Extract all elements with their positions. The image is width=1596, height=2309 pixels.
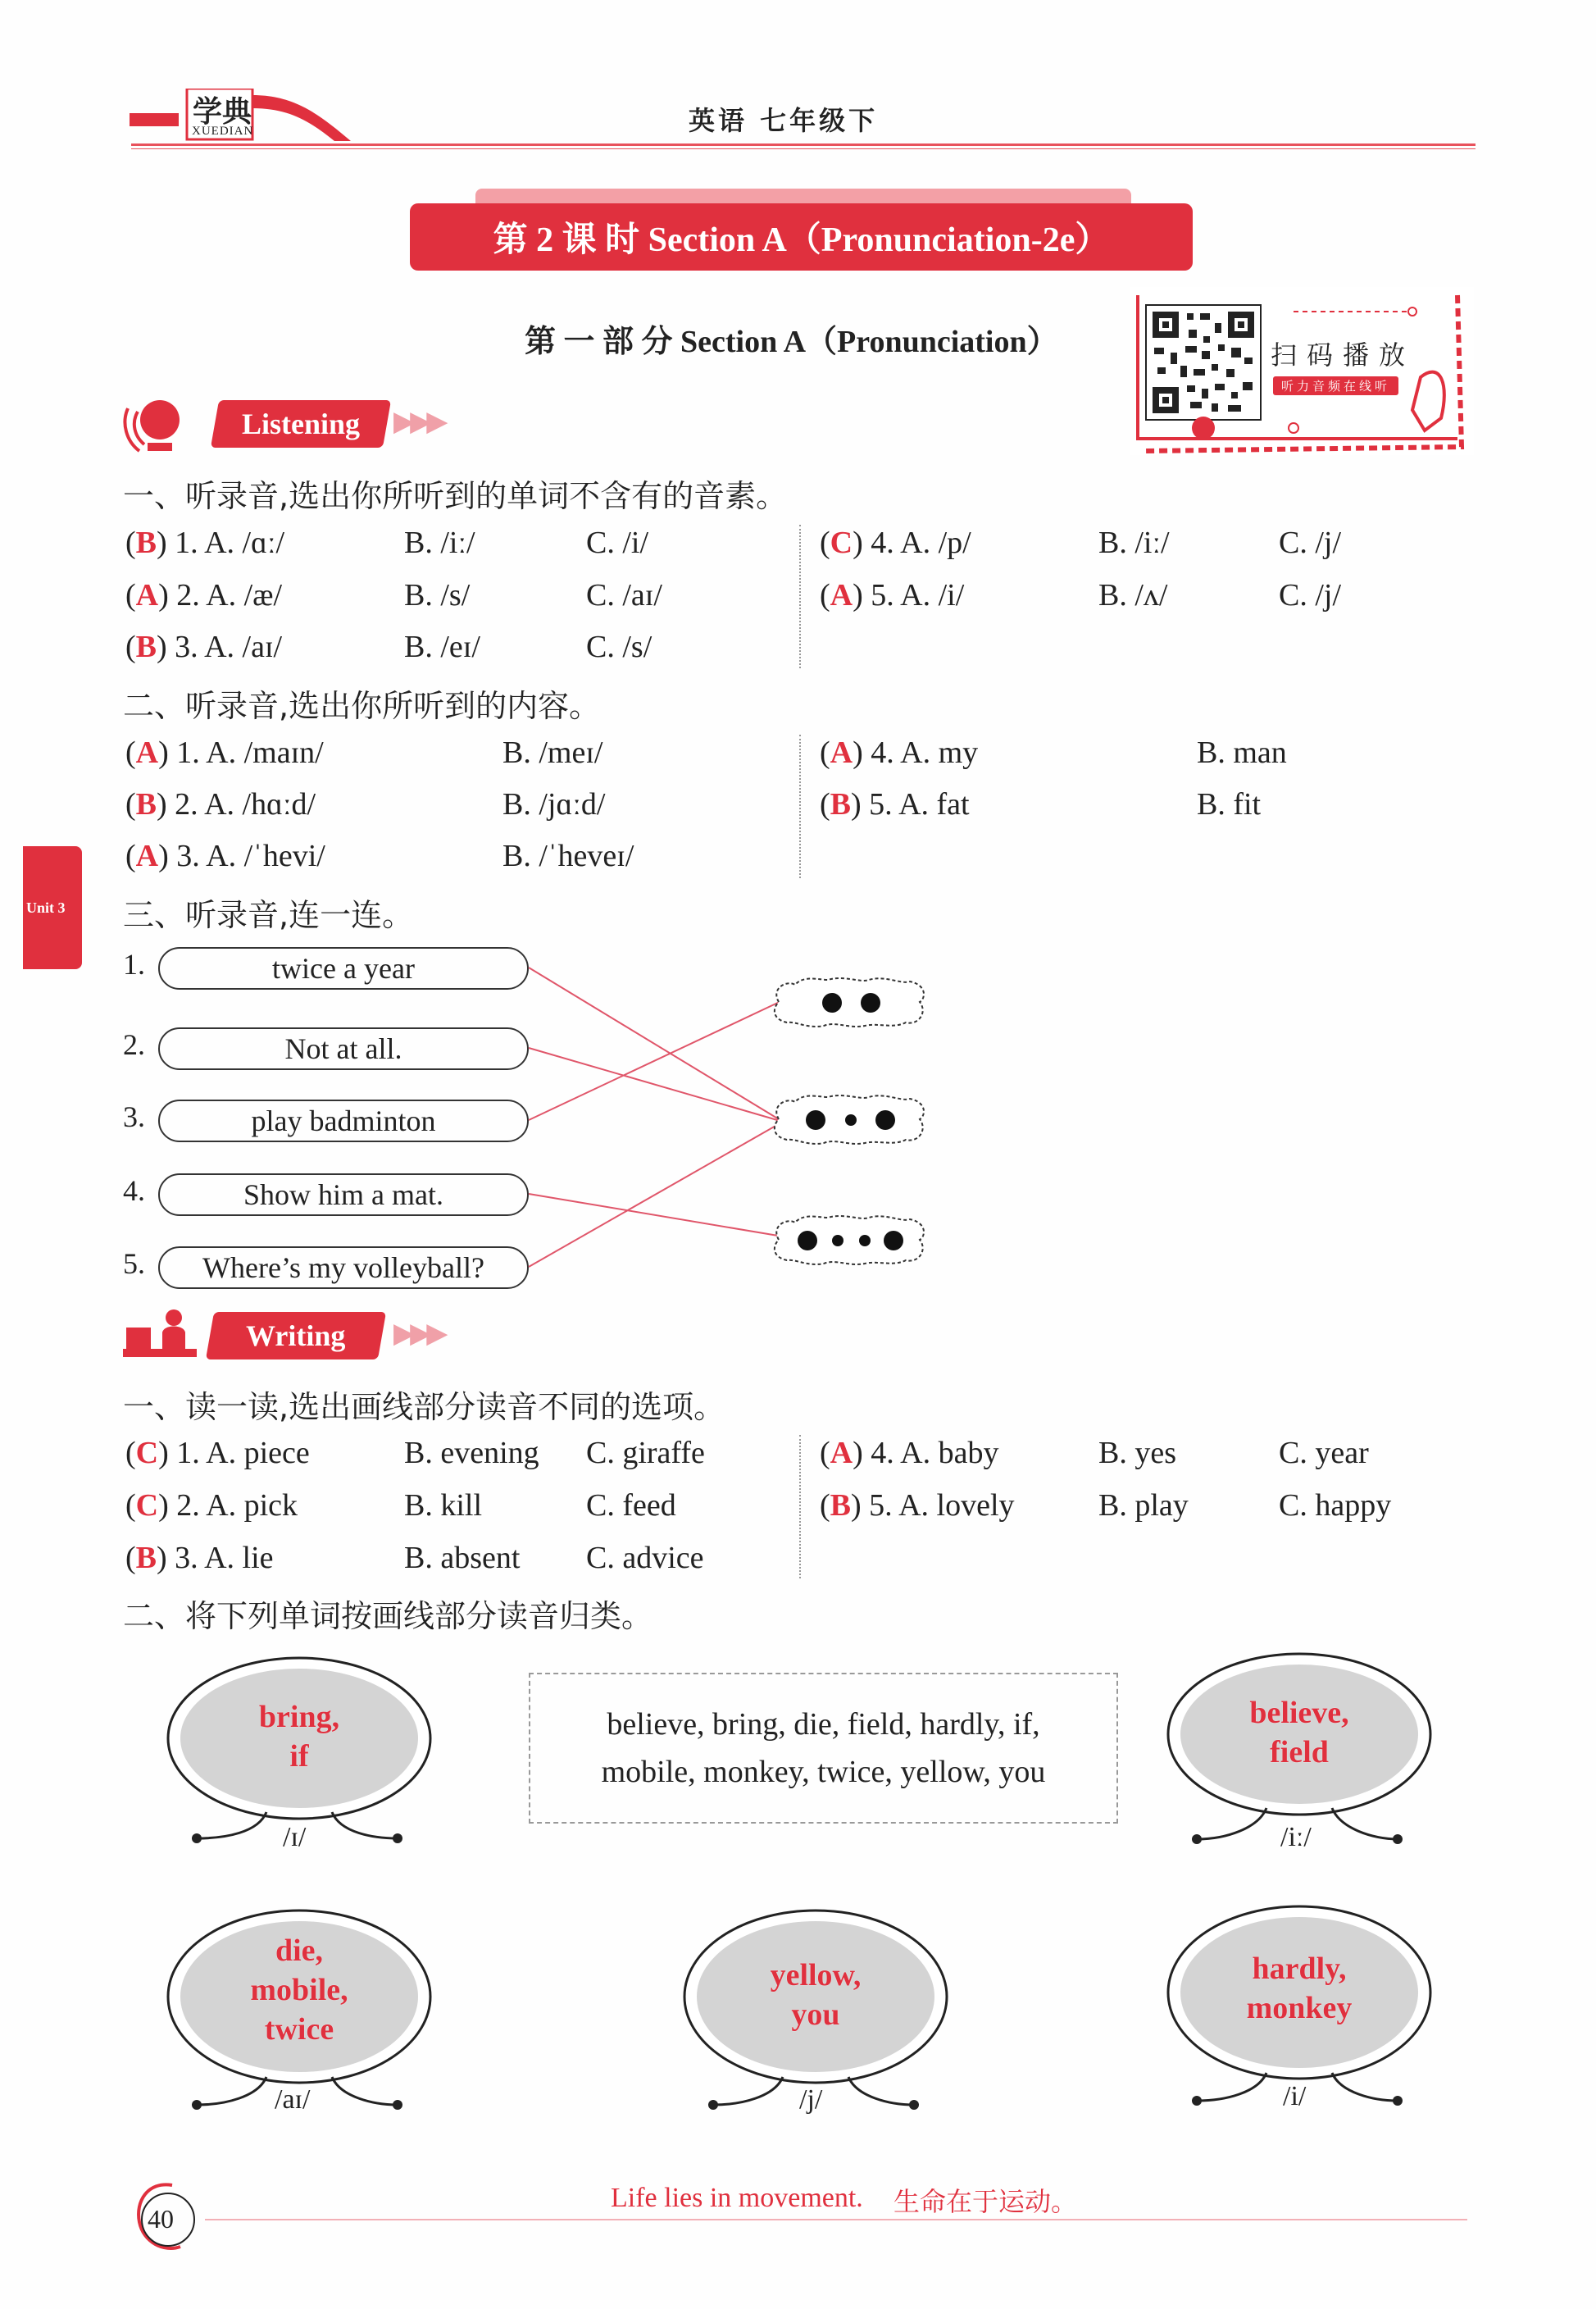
- option-b: B. play: [1098, 1488, 1189, 1523]
- stress-pattern-three: [771, 1089, 930, 1150]
- option-b: B. /jɑːd/: [502, 787, 606, 822]
- option-c: C. /aɪ/: [586, 578, 662, 613]
- option-b: B. /ʌ/: [1098, 578, 1168, 613]
- page-number: 40: [148, 2204, 174, 2234]
- unit-label: Unit 3: [26, 899, 66, 916]
- listening-label: Listening: [241, 408, 361, 440]
- listening-part2-heading: 二、听录音,选出你所听到的内容。: [123, 688, 601, 724]
- column-divider: [799, 525, 801, 668]
- lesson-title: 第 2 课 时 Section A（Pronunciation-2e）: [493, 221, 1110, 259]
- option-b: B. fit: [1197, 787, 1262, 822]
- option-b: B. yes: [1098, 1436, 1176, 1470]
- answer: A: [135, 578, 159, 613]
- writing-part2-heading: 二、将下列单词按画线部分读音归类。: [123, 1598, 653, 1634]
- column-divider: [799, 1435, 801, 1578]
- answer: C: [135, 1436, 159, 1470]
- match-number: 5.: [123, 1247, 145, 1280]
- list2-q3: (A) 3. A. /ˈhevi/: [125, 839, 325, 873]
- option-c: C. /s/: [586, 630, 652, 664]
- qr-sub-label: 听力音频在线听: [1273, 376, 1398, 395]
- option-c: C. giraffe: [586, 1436, 705, 1470]
- write1-q3: (B) 3. A. lie: [125, 1541, 274, 1575]
- answer: A: [135, 736, 159, 770]
- answer: B: [830, 787, 852, 822]
- option-c: C. feed: [586, 1488, 676, 1523]
- option-c: C. year: [1279, 1436, 1369, 1470]
- option-c: C. /i/: [586, 526, 649, 560]
- motto-chinese: 生命在于运动。: [893, 2186, 1078, 2217]
- write1-q2: (C) 2. A. pick: [125, 1488, 298, 1523]
- bubble-phonetic: /aɪ/: [275, 2084, 311, 2115]
- write1-q1: (C) 1. A. piece: [125, 1436, 310, 1470]
- qr-scan-label: 扫码播放: [1271, 339, 1416, 371]
- column-divider: [799, 735, 801, 878]
- list2-q4: (A) 4. A. my: [820, 736, 979, 770]
- logo-text: 学典: [193, 95, 252, 129]
- writing-label: Writing: [246, 1319, 346, 1352]
- answer: B: [830, 1488, 852, 1523]
- option-b: B. /iː/: [1098, 526, 1170, 560]
- stress-pattern-four: [771, 1209, 930, 1271]
- option-b: B. /iː/: [404, 526, 475, 560]
- bubble-phonetic: /i/: [1283, 2081, 1307, 2111]
- answer: C: [830, 526, 853, 560]
- list1-q1: (B) 1. A. /ɑː/: [125, 526, 285, 560]
- answer: A: [830, 736, 853, 770]
- writing-banner: [206, 1312, 386, 1359]
- list1-q3: (B) 3. A. /aɪ/: [125, 630, 283, 664]
- list1-q5: (A) 5. A. /i/: [820, 578, 965, 613]
- subject-title: 英语 七年级下: [689, 105, 879, 136]
- match-number: 1.: [123, 948, 145, 981]
- option-b: B. /eɪ/: [404, 630, 480, 664]
- answer: C: [135, 1488, 159, 1523]
- stress-pattern-two: [771, 972, 930, 1033]
- header-divider: [131, 143, 1476, 146]
- option-b: B. /s/: [404, 578, 471, 613]
- bubble-phonetic: /iː/: [1280, 1822, 1312, 1852]
- option-b: B. absent: [404, 1541, 521, 1575]
- match-phrase[interactable]: twice a year: [158, 947, 529, 990]
- option-b: B. evening: [404, 1436, 539, 1470]
- option-c: C. /j/: [1279, 578, 1342, 613]
- bubble-words: bring, if: [258, 1700, 340, 1774]
- write1-q5: (B) 5. A. lovely: [820, 1488, 1015, 1523]
- speaker-icon: [123, 395, 197, 453]
- match-number: 2.: [123, 1028, 145, 1061]
- listening-banner: [211, 400, 391, 448]
- answer: B: [135, 630, 157, 664]
- answer: A: [135, 839, 159, 873]
- option-b: B. kill: [404, 1488, 483, 1523]
- bubble-words: believe, field: [1249, 1696, 1349, 1769]
- list2-q5: (B) 5. A. fat: [820, 787, 970, 822]
- bubble-phonetic: /ɪ/: [283, 1822, 307, 1852]
- list1-q4: (C) 4. A. /p/: [820, 526, 971, 560]
- answer: B: [135, 787, 157, 822]
- match-phrase[interactable]: Not at all.: [158, 1027, 529, 1070]
- lesson-banner: [410, 203, 1193, 271]
- bubble-words: yellow, you: [770, 1958, 862, 2032]
- writing-desk-icon: [123, 1308, 197, 1361]
- option-c: C. /j/: [1279, 526, 1342, 560]
- word-bank: [529, 1673, 1118, 1824]
- writing-part1-heading: 一、读一读,选出画线部分读音不同的选项。: [123, 1389, 725, 1425]
- header-divider-thin: [131, 148, 1476, 149]
- answer: B: [135, 1541, 157, 1575]
- word-bank-line: mobile, monkey, twice, yellow, you: [601, 1755, 1046, 1789]
- match-phrase[interactable]: Where’s my volleyball?: [158, 1246, 529, 1289]
- match-number: 3.: [123, 1100, 145, 1133]
- bubble-words: hardly, monkey: [1246, 1951, 1353, 2025]
- list2-q1: (A) 1. A. /maɪn/: [125, 736, 324, 770]
- footer-divider: [205, 2219, 1467, 2220]
- option-c: C. happy: [1279, 1488, 1392, 1523]
- option-b: B. /ˈheveɪ/: [502, 839, 634, 873]
- arrows-icon: ▶▶▶: [393, 407, 443, 437]
- list1-q2: (A) 2. A. /æ/: [125, 578, 283, 613]
- match-phrase[interactable]: play badminton: [158, 1100, 529, 1142]
- bubble-phonetic: /j/: [799, 2084, 823, 2115]
- listening-part3-heading: 三、听录音,连一连。: [123, 897, 414, 933]
- option-b: B. man: [1197, 736, 1287, 770]
- arrows-icon: ▶▶▶: [393, 1318, 443, 1349]
- match-phrase[interactable]: Show him a mat.: [158, 1173, 529, 1216]
- answer: B: [135, 526, 157, 560]
- option-b: B. /meɪ/: [502, 736, 603, 770]
- option-c: C. advice: [586, 1541, 704, 1575]
- answer: A: [830, 1436, 853, 1470]
- list2-q2: (B) 2. A. /hɑːd/: [125, 787, 316, 822]
- write1-q4: (A) 4. A. baby: [820, 1436, 999, 1470]
- word-bank-line: believe, bring, die, field, hardly, if,: [607, 1707, 1040, 1742]
- bubble-words: die, mobile, twice: [250, 1933, 348, 2047]
- match-number: 4.: [123, 1174, 145, 1207]
- part-title: 第 一 部 分 Section A（Pronunciation）: [525, 325, 1058, 359]
- motto-english: Life lies in movement.: [611, 2183, 863, 2213]
- logo-subtitle: XUEDIAN: [192, 125, 254, 138]
- answer: A: [830, 578, 853, 613]
- listening-part1-heading: 一、听录音,选出你所听到的单词不含有的音素。: [123, 478, 788, 514]
